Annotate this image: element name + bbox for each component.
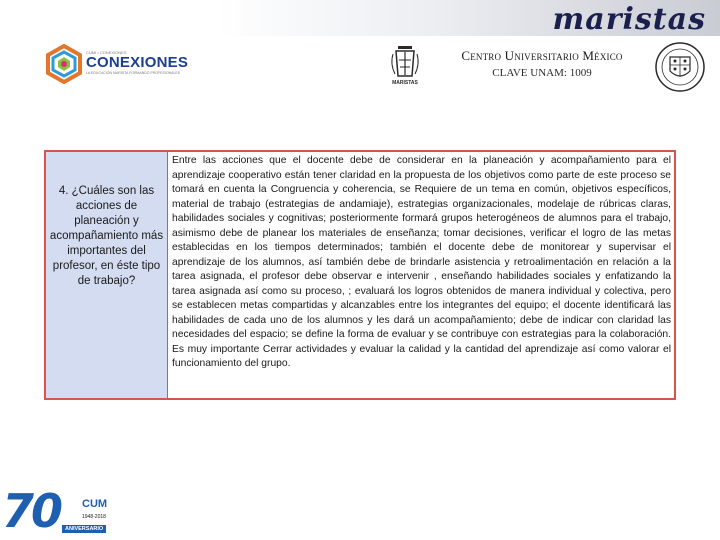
conexiones-emblem-icon bbox=[44, 44, 84, 84]
maristas-seal-label: MARISTAS bbox=[392, 80, 418, 86]
university-crest-icon bbox=[654, 41, 706, 93]
anniversary-logo bbox=[0, 484, 120, 540]
answer-cell bbox=[168, 152, 674, 398]
anniversary-years: 1948-2018 bbox=[82, 514, 106, 520]
question-cell bbox=[46, 152, 168, 398]
maristas-wordmark: maristas bbox=[552, 2, 706, 37]
anniversary-label: ANIVERSARIO bbox=[62, 525, 106, 533]
conexiones-subtitle: LA EDUCACIÓN MARISTA FORMANDO PROFESIONALES bbox=[86, 71, 181, 75]
cum-initials: CUM bbox=[82, 498, 108, 510]
conexiones-logo bbox=[44, 42, 194, 86]
university-key: CLAVE UNAM: 1009 bbox=[492, 67, 592, 79]
conexiones-top-text: CUMI • CONEXIONES bbox=[86, 50, 127, 55]
question-text: 4. ¿Cuáles son las acciones de planeación y acompañamiento más importantes del profesor, en éste tipo de trabajo? bbox=[49, 185, 164, 287]
conexiones-title: CONEXIONES bbox=[86, 54, 189, 71]
anniversary-number: 70 bbox=[2, 484, 61, 538]
top-banner bbox=[0, 0, 720, 36]
answer-text: Entre las acciones que el docente debe de considerar en la planeación y acompañamiento para el aprendizaje cooperativo están tener claridad en la propuesta de los objetivos como parte de este proceso se tomará en cuenta la Congruencia y coherencia, se Requiere de un tema en común, objetivos específicos, material de trabajo (estrategias de andamiaje), estrategias organizacionales, modelaje de rúbricas claras, habilidades sociales y cognitivas; posteriormente formará grupos heterogéneos de alumnos para el trabajo, asimismo debe de planear los materiales de enseñanza; tomar decisiones, verificar el logro de las metas establecidas en los tiempos determinados; también el docente debe de monitorear y supervisar el aprendizaje de los alumnos, así también debe de brindarle asistencia y retroalimentación en relación a la tarea asignada, el profesor debe observar e intervenir , enseñando habilidades sociales y enfatizando la tarea asignada así como su proceso, ; evaluará los logros obtenidos de manera individual y colectiva, pero se establecen metas compartidas y alcanzables entre los integrantes del equipo; el docente identificará las habilidades de cada uno de los alumnos y les dará un acompañamiento; debe de indicar con claridad las necesidades del espacio; se define la forma de evaluar y se contribuye con estrategias para la colaboración. Es muy importante Cerrar actividades y evaluar la calidad y la cantidad del aprendizaje así como valorar el funcionamiento del grupo. bbox=[172, 155, 671, 369]
university-name: Centro Universitario México bbox=[461, 48, 623, 63]
qa-table bbox=[44, 150, 676, 400]
